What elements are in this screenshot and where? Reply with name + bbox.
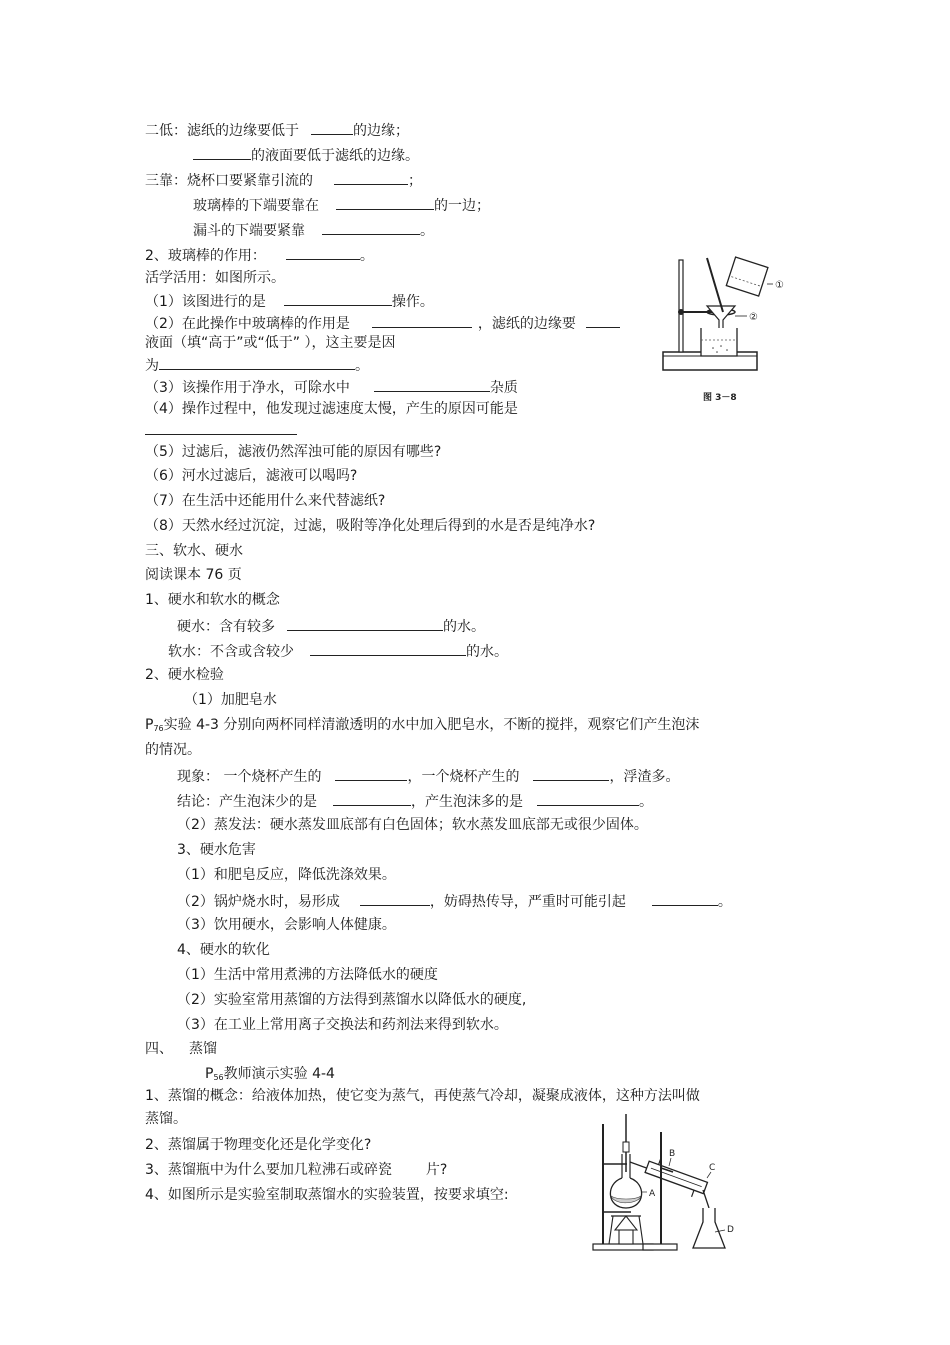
figure1-label-1: ①	[775, 280, 784, 291]
hard-water-test: 2、硬水检验	[145, 667, 224, 683]
blank[interactable]	[145, 420, 297, 435]
blank[interactable]	[287, 616, 443, 631]
question-4-answer	[145, 420, 297, 440]
harm-3: （3）饮用硬水，会影响人体健康。	[177, 917, 396, 933]
filtration-apparatus-drawing	[655, 252, 795, 412]
distill-q4: 4、如图所示是实验室制取蒸馏水的实验装置，按要求填空:	[145, 1187, 509, 1203]
line-funnel-lower: 漏斗的下端要紧靠 。	[193, 220, 434, 240]
line-glass-rod-role: 2、玻璃棒的作用： 。	[145, 245, 374, 265]
question-1: （1）该图进行的是 操作。	[145, 291, 434, 311]
line-san-kao: 三靠：烧杯口要紧靠引流的 ；	[145, 170, 422, 190]
line-er-di: 二低：滤纸的边缘要低于 的边缘；	[145, 120, 409, 140]
figure2-label-c: C	[709, 1163, 716, 1173]
harm-2: （2）锅炉烧水时，易形成 ，妨碍热传导，严重时可能引起 。	[177, 891, 732, 911]
blank[interactable]	[372, 313, 472, 328]
blank[interactable]	[286, 245, 360, 260]
figure1-caption: 图 3－8	[703, 393, 737, 403]
hard-soft-concept: 1、硬水和软水的概念	[145, 592, 280, 608]
section-3-heading: 三、软水、硬水	[145, 543, 243, 559]
question-4: （4）操作过程中，他发现过滤速度太慢，产生的原因可能是	[145, 401, 518, 417]
conclusion: 结论：产生泡沫少的是 ，产生泡沫多的是 。	[177, 791, 653, 811]
distill-q2: 2、蒸馏属于物理变化还是化学变化?	[145, 1137, 372, 1153]
distillation-figure	[585, 1112, 745, 1257]
blank[interactable]	[322, 220, 420, 235]
question-5: （5）过滤后，滤液仍然浑浊可能的原因有哪些?	[145, 444, 442, 460]
soft-water-def: 软水：不含或含较少 的水。	[168, 641, 508, 661]
blank[interactable]	[652, 891, 718, 906]
softening-1: （1）生活中常用煮沸的方法降低水的硬度	[177, 967, 438, 983]
question-8: （8）天然水经过沉淀，过滤，吸附等净化处理后得到的水是否是纯净水?	[145, 518, 596, 534]
distillation-concept-cont: 蒸馏。	[145, 1111, 187, 1127]
distill-q3: 3、蒸馏瓶中为什么要加几粒沸石或碎瓷 片?	[145, 1162, 448, 1178]
hard-water-def: 硬水：含有较多 的水。	[177, 616, 485, 636]
figure2-label-a: A	[649, 1189, 656, 1199]
figure2-label-b: B	[669, 1149, 676, 1159]
figure1-label-2: ②	[749, 312, 758, 323]
evaporation-method: （2）蒸发法：硬水蒸发皿底部有白色固体；软水蒸发皿底部无或很少固体。	[177, 817, 648, 833]
blank[interactable]	[333, 791, 411, 806]
softening-2: （2）实验室常用蒸馏的方法得到蒸馏水以降低水的硬度,	[177, 992, 527, 1008]
blank[interactable]	[533, 766, 609, 781]
demo-4-4: P56教师演示实验 4-4	[205, 1066, 335, 1082]
blank[interactable]	[311, 120, 353, 135]
add-soap: （1）加肥皂水	[184, 692, 277, 708]
question-2-cont: 液面（填“高于”或“低于” ），这主要是因	[145, 335, 396, 351]
blank[interactable]	[374, 377, 490, 392]
blank[interactable]	[334, 170, 408, 185]
line-glass-rod-lower: 玻璃棒的下端要靠在 的一边；	[193, 195, 490, 215]
filtration-figure	[655, 252, 795, 412]
question-6: （6）河水过滤后，滤液可以喝吗?	[145, 468, 358, 484]
blank[interactable]	[310, 641, 466, 656]
blank[interactable]	[586, 313, 620, 328]
experiment-4-3: P76实验 4-3 分别向两杯同样清澈透明的水中加入肥皂水，不断的搅拌，观察它们产生泡沫	[145, 717, 700, 733]
phenomenon: 现象： 一个烧杯产生的 ，一个烧杯产生的 ，浮渣多。	[177, 766, 679, 786]
question-3: （3）该操作用于净水，可除水中 杂质	[145, 377, 518, 397]
blank[interactable]	[537, 791, 639, 806]
figure2-label-d: D	[727, 1225, 734, 1235]
softening-3: （3）在工业上常用离子交换法和药剂法来得到软水。	[177, 1017, 508, 1033]
blank[interactable]	[159, 355, 355, 370]
blank[interactable]	[336, 195, 434, 210]
read-textbook: 阅读课本 76 页	[145, 567, 242, 583]
experiment-4-3-cont: 的情况。	[145, 742, 201, 758]
question-2: （2）在此操作中玻璃棒的作用是 ，滤纸的边缘要	[145, 313, 620, 333]
distillation-concept: 1、蒸馏的概念：给液体加热，使它变为蒸气，再使蒸气冷却，凝聚成液体，这种方法叫做	[145, 1088, 700, 1104]
hard-water-harm: 3、硬水危害	[177, 842, 256, 858]
blank[interactable]	[284, 291, 392, 306]
section-4-heading: 四、 蒸馏	[145, 1041, 217, 1057]
question-7: （7）在生活中还能用什么来代替滤纸?	[145, 493, 386, 509]
question-2-because: 为 。	[145, 355, 369, 375]
line-practice: 活学活用：如图所示。	[145, 270, 285, 286]
distillation-apparatus-drawing	[585, 1112, 745, 1257]
blank[interactable]	[335, 766, 407, 781]
blank[interactable]	[360, 891, 430, 906]
softening: 4、硬水的软化	[177, 942, 270, 958]
blank[interactable]	[193, 145, 251, 160]
harm-1: （1）和肥皂反应，降低洗涤效果。	[177, 867, 396, 883]
line-liquid-surface: 的液面要低于滤纸的边缘。	[193, 145, 419, 165]
